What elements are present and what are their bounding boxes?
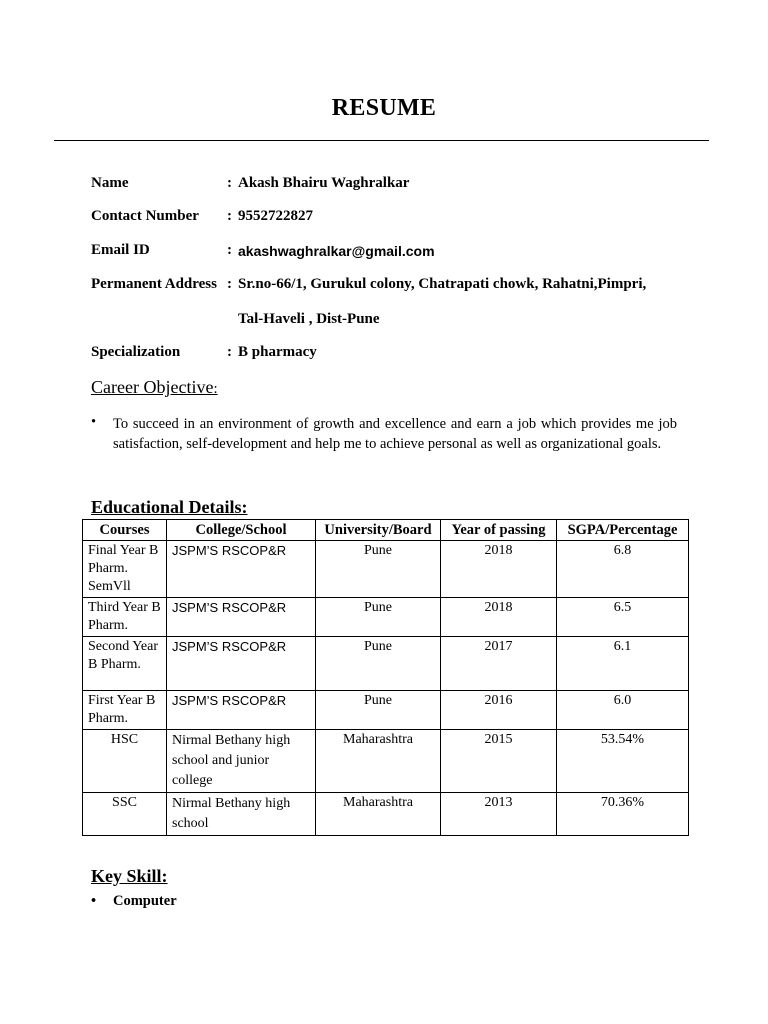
table-row	[83, 541, 689, 598]
bullet-icon: •	[91, 893, 97, 909]
score-cell: 70.36%	[557, 793, 689, 836]
name-colon: :	[227, 175, 232, 191]
course-cell: HSC	[83, 730, 167, 793]
table-header-courses: Courses	[83, 520, 167, 541]
board-cell: Pune	[316, 691, 441, 730]
key-skill-heading	[91, 866, 168, 887]
score-cell: 53.54%	[557, 730, 689, 793]
email-colon: :	[227, 242, 232, 258]
career-objective-text: To succeed in an environment of growth and excellence and earn a job which provides me job satisfaction, self-development and help me to achieve personal as well as organizational goals.	[113, 416, 677, 452]
address-colon: :	[227, 276, 232, 292]
board-cell: Pune	[316, 637, 441, 691]
career-objective-heading	[91, 377, 218, 398]
career-objective-heading-colon: :	[213, 381, 218, 397]
key-skill-bullet	[91, 893, 177, 910]
year-cell: 2015	[441, 730, 557, 793]
board-cell: Maharashtra	[316, 793, 441, 836]
college-cell: JSPM’S RSCOP&R	[167, 691, 316, 730]
year-cell: 2018	[441, 598, 557, 637]
year-cell: 2017	[441, 637, 557, 691]
score-cell: 6.5	[557, 598, 689, 637]
address-value-line2: Tal-Haveli , Dist-Pune	[238, 311, 380, 327]
college-cell: Nirmal Bethany high school	[167, 793, 316, 836]
college-cell: JSPM’S RSCOP&R	[167, 637, 316, 691]
course-cell: First Year B Pharm.	[83, 691, 167, 730]
address-label: Permanent Address	[91, 276, 217, 292]
name-value: Akash Bhairu Waghralkar	[238, 175, 410, 191]
table-row	[83, 730, 689, 793]
course-cell: Third Year B Pharm.	[83, 598, 167, 637]
email-label: Email ID	[91, 242, 150, 258]
table-header-score: SGPA/Percentage	[557, 520, 689, 541]
education-heading	[91, 497, 248, 518]
specialization-colon: :	[227, 344, 232, 360]
course-cell: SSC	[83, 793, 167, 836]
table-header-year: Year of passing	[441, 520, 557, 541]
resume-title: RESUME	[331, 95, 437, 121]
key-skill-item: Computer	[113, 893, 177, 909]
career-objective-bullet	[91, 414, 677, 454]
college-cell: JSPM’S RSCOP&R	[167, 598, 316, 637]
score-cell: 6.0	[557, 691, 689, 730]
specialization-label: Specialization	[91, 344, 181, 360]
table-row	[83, 637, 689, 691]
contact-value: 9552722827	[238, 208, 313, 224]
course-cell: Second Year B Pharm.	[83, 637, 167, 691]
bullet-icon: •	[91, 414, 97, 430]
college-cell: Nirmal Bethany high school and junior college	[167, 730, 316, 793]
name-label: Name	[91, 175, 129, 191]
year-cell: 2018	[441, 541, 557, 598]
table-header-college: College/School	[167, 520, 316, 541]
address-value-line1: Sr.no-66/1, Gurukul colony, Chatrapati chowk, Rahatni,Pimpri,	[238, 276, 647, 292]
table-row	[83, 793, 689, 836]
year-cell: 2013	[441, 793, 557, 836]
education-table	[82, 519, 689, 836]
title-divider	[54, 140, 709, 141]
table-row	[83, 598, 689, 637]
score-cell: 6.1	[557, 637, 689, 691]
score-cell: 6.8	[557, 541, 689, 598]
table-header-row	[83, 520, 689, 541]
specialization-value: B pharmacy	[238, 344, 317, 360]
education-heading-text: Educational Details:	[91, 497, 248, 517]
board-cell: Maharashtra	[316, 730, 441, 793]
key-skill-heading-text: Key Skill:	[91, 866, 168, 886]
table-row	[83, 691, 689, 730]
contact-label: Contact Number	[91, 208, 199, 224]
contact-colon: :	[227, 208, 232, 224]
career-objective-heading-text: Career Objective	[91, 377, 214, 397]
college-cell: JSPM’S RSCOP&R	[167, 541, 316, 598]
year-cell: 2016	[441, 691, 557, 730]
board-cell: Pune	[316, 541, 441, 598]
email-value: akashwaghralkar@gmail.com	[238, 243, 435, 259]
table-header-university: University/Board	[316, 520, 441, 541]
board-cell: Pune	[316, 598, 441, 637]
course-cell: Final Year B Pharm. SemVll	[83, 541, 167, 598]
